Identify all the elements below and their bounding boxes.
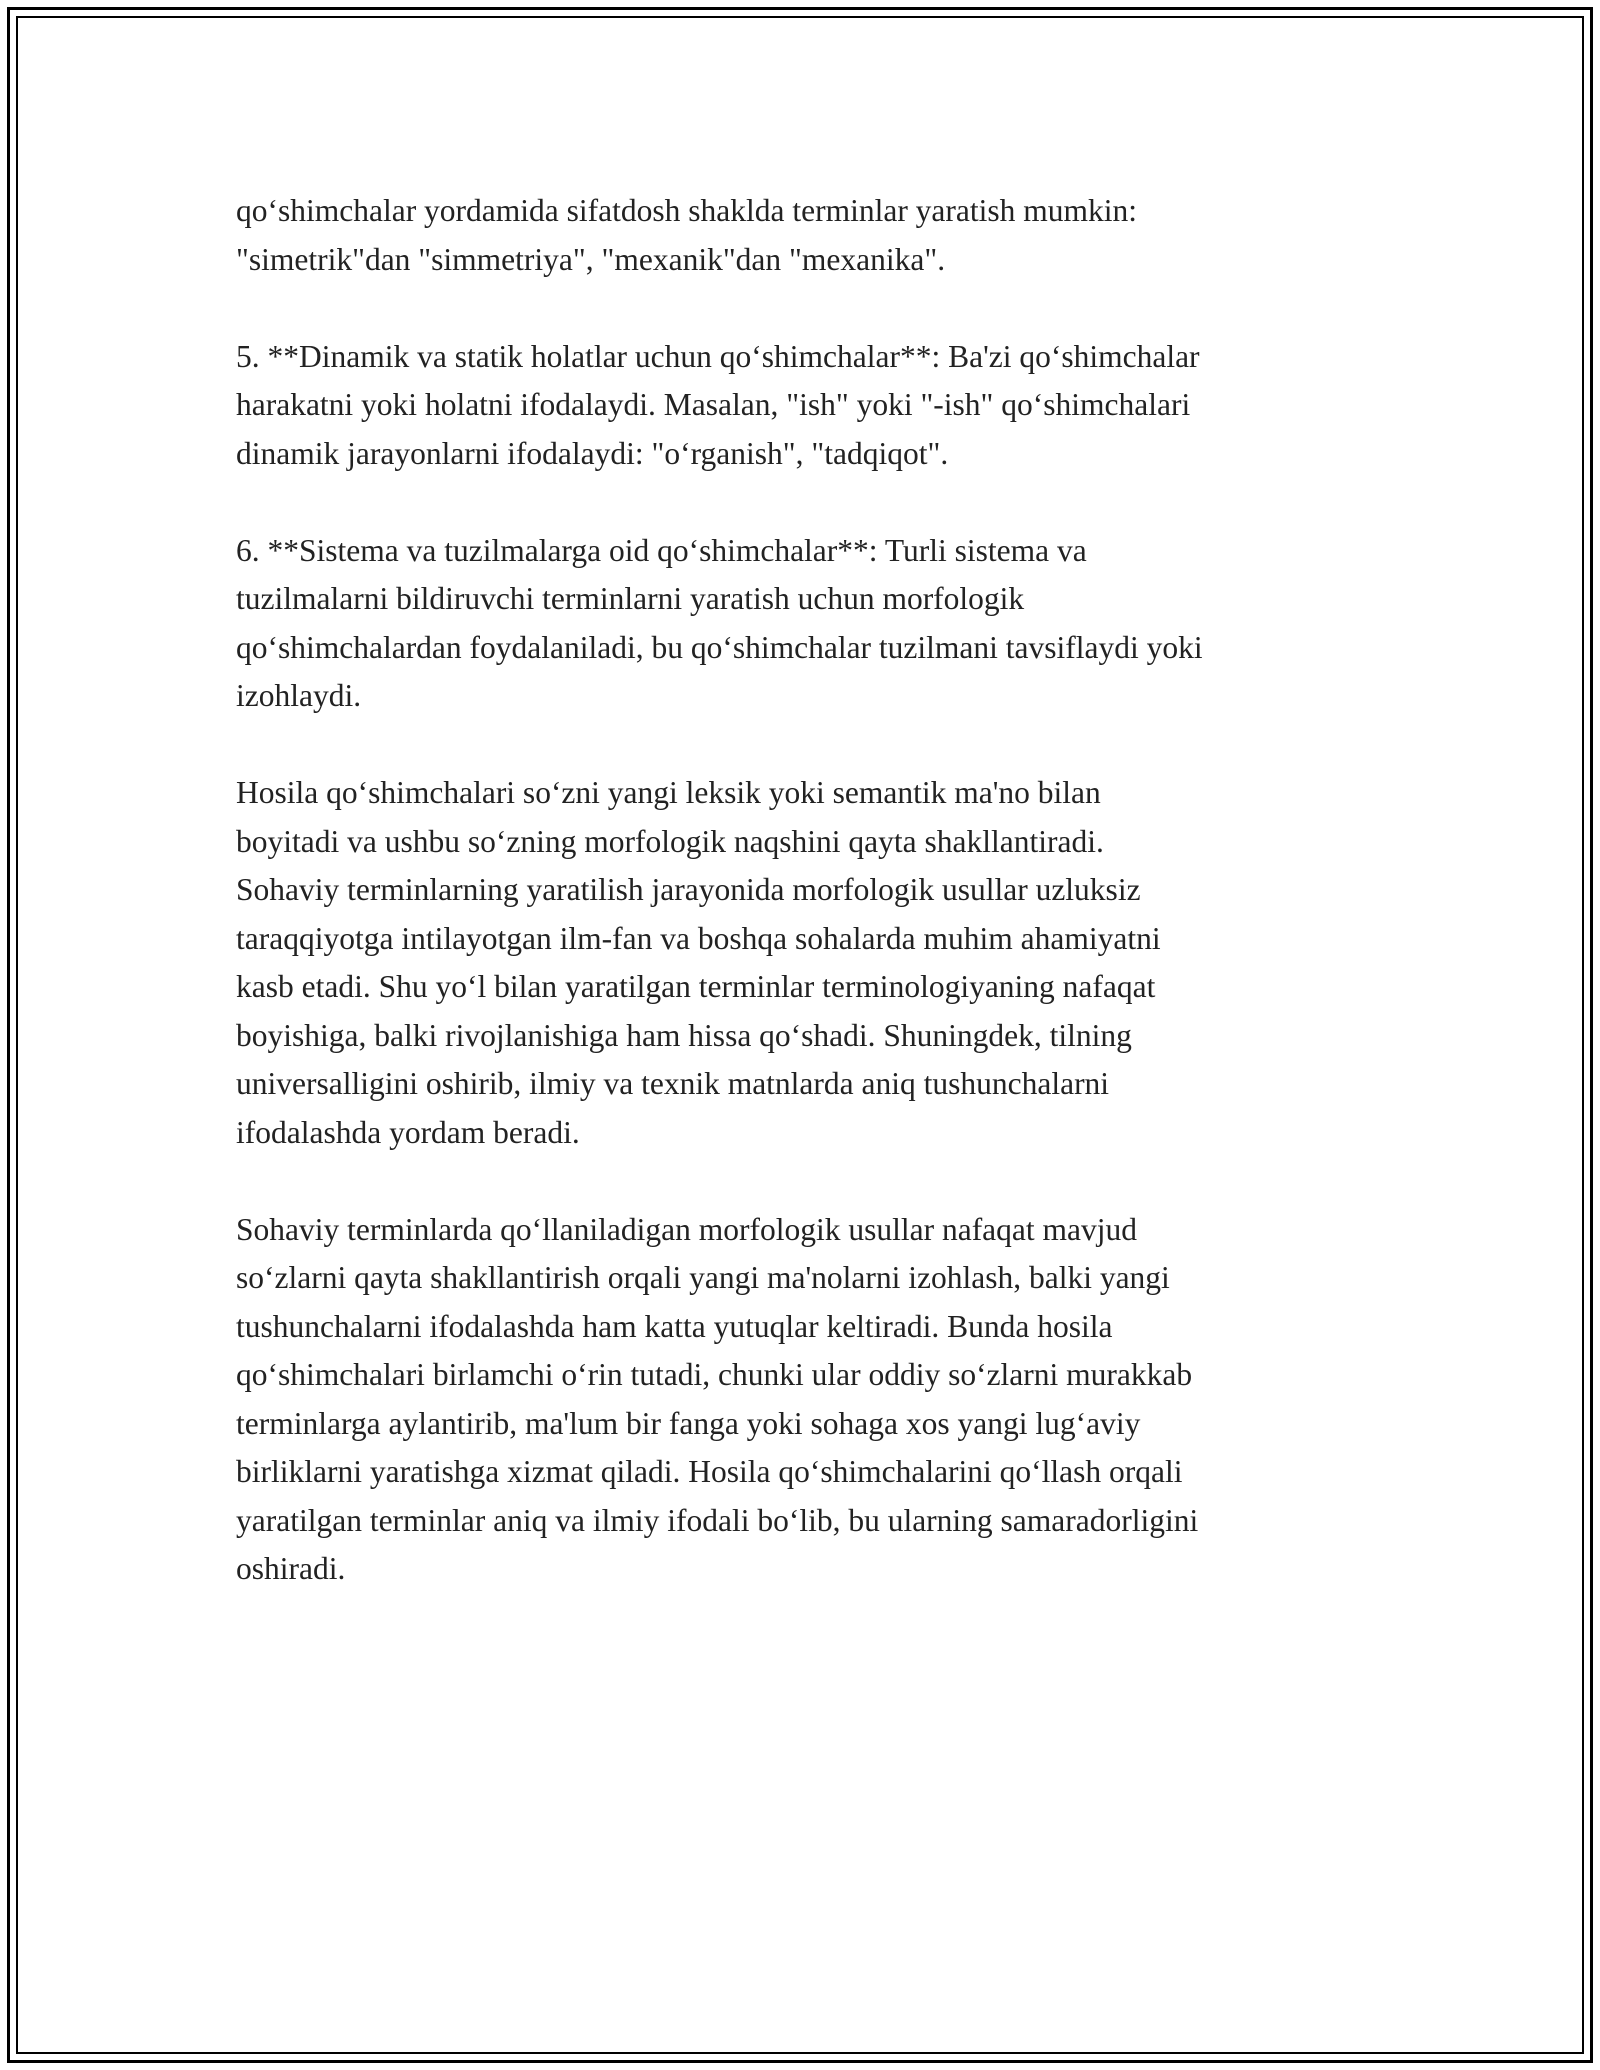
text-line: harakatni yoki holatni ifodalaydi. Masalan, "ish" yoki "-ish" qo‘shimchalari	[236, 387, 1191, 422]
text-line: tuzilmalarni bildiruvchi terminlarni yaratish uchun morfologik	[236, 581, 1025, 616]
text-line: boyitadi va ushbu so‘zning morfologik naqshini qayta shakllantiradi.	[236, 823, 1104, 859]
text-line: ifodalashda yordam beradi.	[236, 1114, 580, 1150]
text-line: universalligini oshirib, ilmiy va texnik matnlarda aniq tushunchalarni	[236, 1066, 1110, 1101]
text-line: 5. **Dinamik va statik holatlar uchun qo‘shimchalar**: Ba'zi qo‘shimchalar	[236, 338, 1200, 374]
document-body	[236, 187, 1376, 1594]
paragraph-suffix-examples	[236, 187, 1376, 284]
text-line: taraqqiyotga intilayotgan ilm-fan va boshqa sohalarda muhim ahamiyatni	[236, 920, 1161, 956]
text-line: Hosila qo‘shimchalari so‘zni yangi leksik yoki semantik ma'no bilan	[236, 775, 1101, 810]
text-line: Sohaviy terminlarda qo‘llaniladigan morfologik usullar nafaqat mavjud	[236, 1211, 1138, 1247]
paragraph-item-6	[236, 527, 1376, 721]
text-line: qo‘shimchalari birlamchi o‘rin tutadi, chunki ular oddiy so‘zlarni murakkab	[236, 1357, 1193, 1392]
text-line: yaratilgan terminlar aniq va ilmiy ifodali bo‘lib, bu ularning samaradorligini	[236, 1502, 1199, 1538]
paragraph-derivational-suffixes	[236, 769, 1376, 1157]
text-line: izohlaydi.	[236, 678, 362, 713]
text-line: tushunchalarni ifodalashda ham katta yutuqlar keltiradi. Bunda hosila	[236, 1308, 1113, 1344]
paragraph-morphological-methods	[236, 1206, 1376, 1594]
text-line: qo‘shimchalardan foydalaniladi, bu qo‘shimchalar tuzilmani tavsiflaydi yoki	[236, 629, 1203, 665]
text-line: 6. **Sistema va tuzilmalarga oid qo‘shimchalar**: Turli sistema va	[236, 532, 1087, 568]
text-line: Sohaviy terminlarning yaratilish jarayonida morfologik usullar uzluksiz	[236, 872, 1141, 907]
text-line: kasb etadi. Shu yo‘l bilan yaratilgan terminlar terminologiyaning nafaqat	[236, 969, 1156, 1004]
text-line: dinamik jarayonlarni ifodalaydi: "o‘rganish", "tadqiqot".	[236, 435, 949, 471]
text-line: "simetrik"dan "simmetriya", "mexanik"dan "mexanika".	[236, 241, 946, 277]
text-line: terminlarga aylantirib, ma'lum bir fanga yoki sohaga xos yangi lug‘aviy	[236, 1405, 1141, 1441]
text-line: birliklarni yaratishga xizmat qiladi. Hosila qo‘shimchalarini qo‘llash orqali	[236, 1454, 1183, 1489]
text-line: oshiradi.	[236, 1551, 346, 1586]
paragraph-item-5	[236, 333, 1376, 479]
text-line: boyishiga, balki rivojlanishiga ham hissa qo‘shadi. Shuningdek, tilning	[236, 1017, 1132, 1053]
text-line: so‘zlarni qayta shakllantirish orqali yangi ma'nolarni izohlash, balki yangi	[236, 1260, 1170, 1295]
text-line: qo‘shimchalar yordamida sifatdosh shaklda terminlar yaratish mumkin:	[236, 193, 1138, 228]
